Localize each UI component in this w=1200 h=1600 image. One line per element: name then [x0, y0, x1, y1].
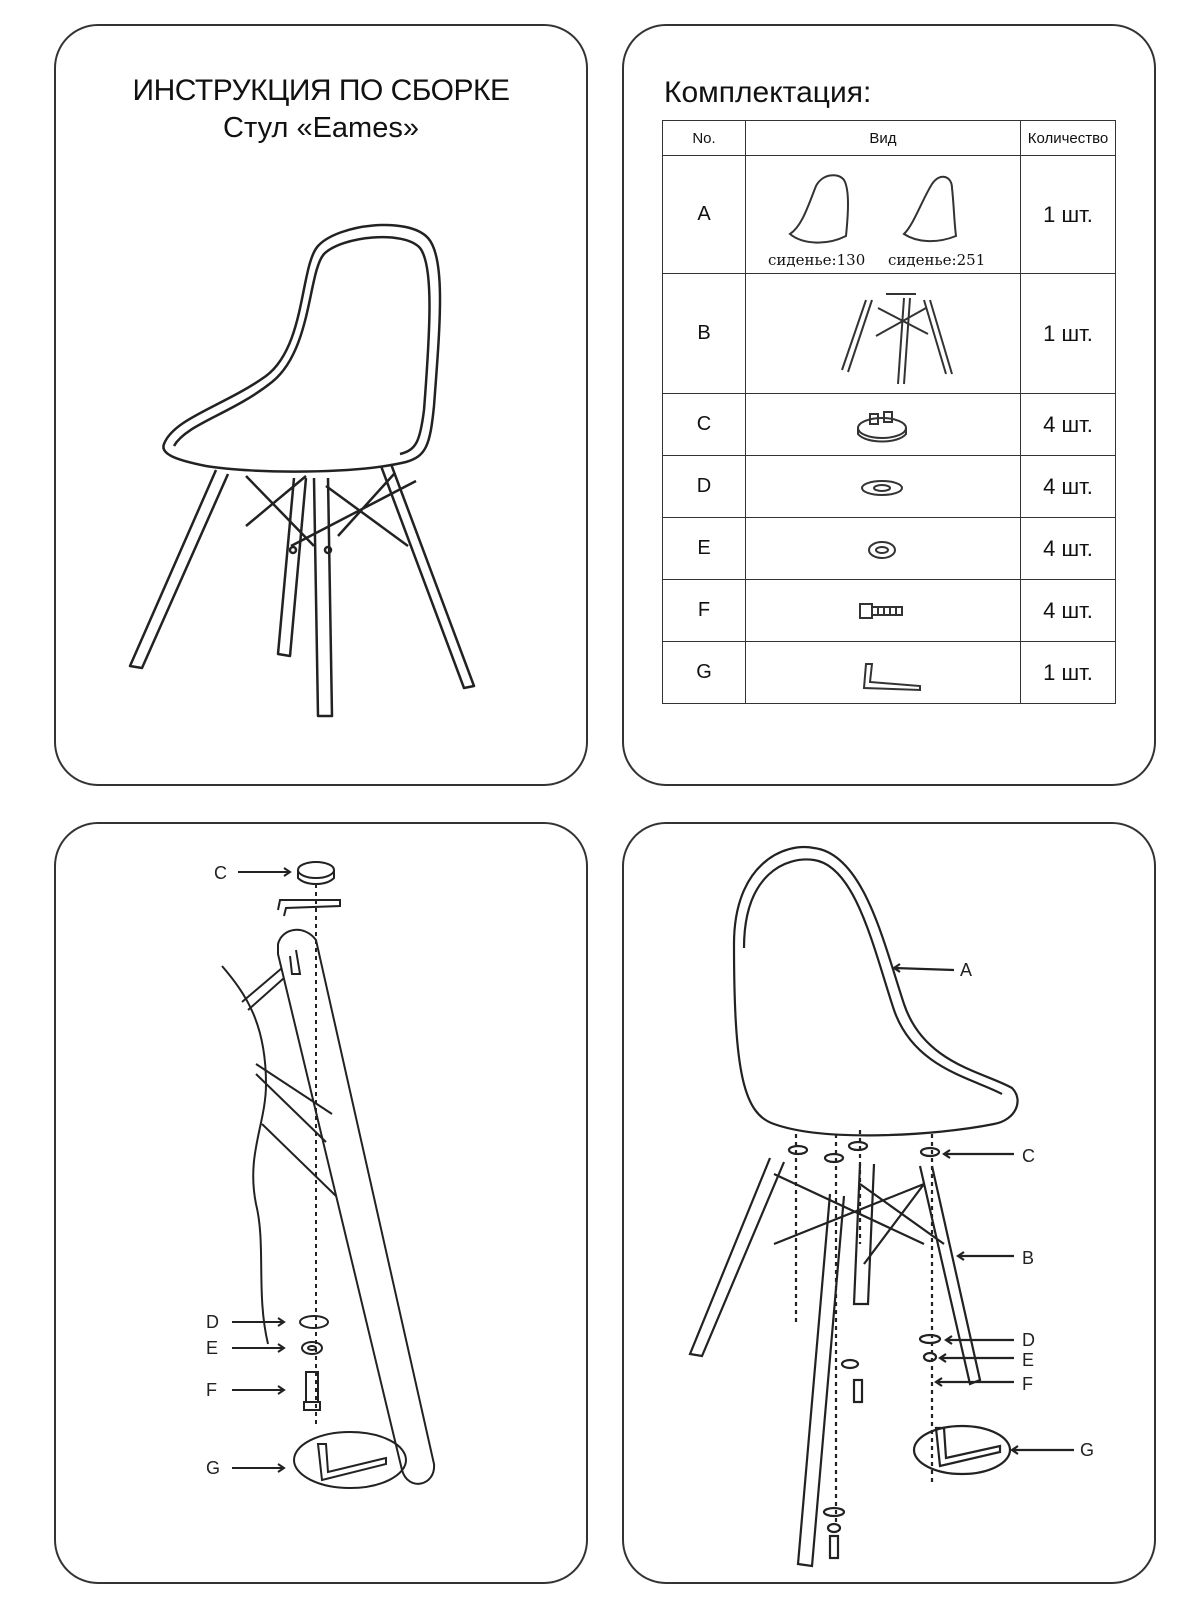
part-qty: 4 шт.: [1021, 394, 1116, 456]
chair-icon: [56, 26, 590, 788]
part-qty: 1 шт.: [1021, 642, 1116, 704]
table-row: [663, 642, 1116, 704]
header-view: Вид: [746, 121, 1021, 156]
part-qty: 1 шт.: [1021, 156, 1116, 274]
label-d: D: [206, 1312, 219, 1332]
cap-icon: [746, 394, 1018, 456]
chair-model-title: Стул «Eames»: [223, 112, 419, 144]
table-row: [663, 456, 1116, 518]
label-f: F: [206, 1380, 217, 1400]
hex-key-icon: [746, 642, 1018, 704]
table-row: [663, 274, 1116, 394]
header-qty: Количество: [1021, 121, 1116, 156]
part-view: [746, 394, 1021, 456]
table-row: [663, 394, 1116, 456]
label-c: C: [1022, 1146, 1035, 1166]
part-view: [746, 156, 1021, 274]
label-d: D: [1022, 1330, 1035, 1350]
instruction-title: ИНСТРУКЦИЯ ПО СБОРКЕ: [132, 74, 510, 107]
label-f: F: [1022, 1374, 1033, 1394]
table-header-row: [663, 121, 1116, 156]
panel-parts-list: [622, 24, 1156, 786]
part-qty: 1 шт.: [1021, 274, 1116, 394]
label-e: E: [1022, 1350, 1035, 1370]
part-qty: 4 шт.: [1021, 456, 1116, 518]
label-g: G: [206, 1458, 221, 1478]
part-no: G: [663, 642, 746, 704]
part-view: [746, 274, 1021, 394]
washer-icon: [746, 456, 1018, 518]
part-no: D: [663, 456, 746, 518]
wooden-base-icon: [746, 274, 1018, 394]
part-no: E: [663, 518, 746, 580]
panel-title: [54, 24, 588, 786]
spring-washer-icon: [746, 518, 1018, 580]
part-view: [746, 642, 1021, 704]
panel-leg-assembly: [54, 822, 588, 1584]
parts-table: [662, 120, 1116, 704]
part-view: [746, 456, 1021, 518]
table-row: [663, 518, 1116, 580]
label-c: C: [214, 863, 227, 883]
label-a: A: [960, 960, 973, 980]
label-b: B: [1022, 1248, 1035, 1268]
part-no: F: [663, 580, 746, 642]
seat-caption: сиденье:130: [768, 251, 866, 269]
part-no: B: [663, 274, 746, 394]
parts-title: Комплектация:: [664, 76, 872, 109]
part-qty: 4 шт.: [1021, 580, 1116, 642]
part-qty: 4 шт.: [1021, 518, 1116, 580]
part-view: [746, 580, 1021, 642]
leg-assembly-diagram: [56, 824, 590, 1586]
panel-full-assembly: [622, 822, 1156, 1584]
part-view: [746, 518, 1021, 580]
part-no: A: [663, 156, 746, 274]
label-g: G: [1080, 1440, 1095, 1460]
full-assembly-diagram: [624, 824, 1158, 1586]
bolt-icon: [746, 580, 1018, 642]
table-row: [663, 580, 1116, 642]
part-no: C: [663, 394, 746, 456]
table-row: [663, 156, 1116, 274]
seat-caption: сиденье:251: [888, 251, 986, 269]
label-e: E: [206, 1338, 219, 1358]
header-no: No.: [663, 121, 746, 156]
